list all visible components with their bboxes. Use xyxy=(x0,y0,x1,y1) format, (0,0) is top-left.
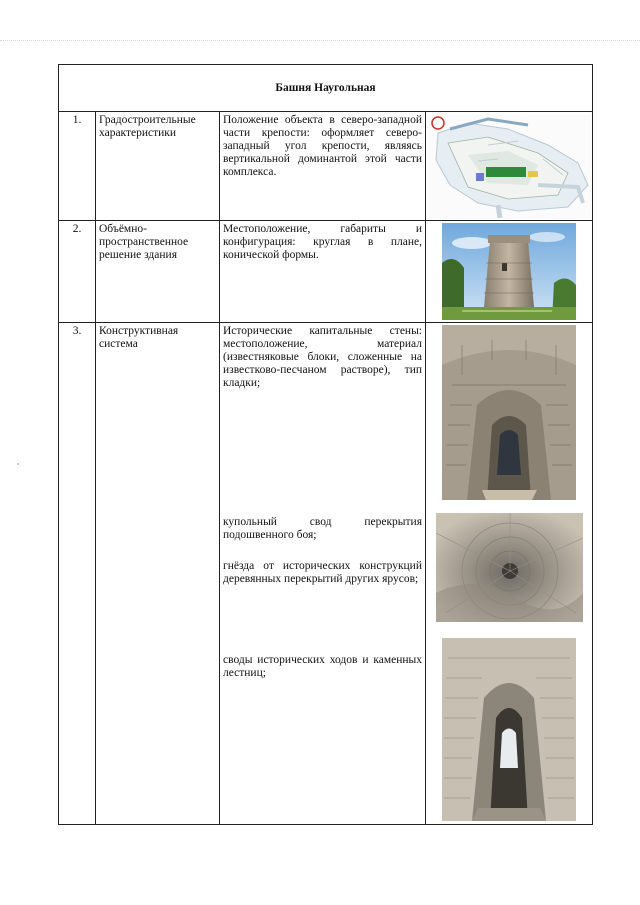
row-paragraph: гнёзда от исторических конструкций деревянных перекрытий других ярусов; xyxy=(223,560,422,585)
table-row xyxy=(59,112,593,221)
table-title-row xyxy=(59,65,593,112)
row-label: Конструктивная система xyxy=(96,323,220,825)
row-number: 3. xyxy=(59,323,96,825)
row-image-cell xyxy=(426,112,593,221)
row-description: Местоположение, габариты и конфигурация: круглая в плане, конической формы. xyxy=(220,221,426,323)
table-title: Башня Наугольная xyxy=(59,65,593,112)
row-description-cell xyxy=(220,323,426,825)
row-paragraph: Исторические капитальные стены: местоположение, материал (известняковые блоки, сложенные на известково-песчаном растворе), тип кладки; xyxy=(223,325,422,389)
scan-edge-line xyxy=(0,40,640,41)
row-paragraph: своды исторических ходов и каменных лестниц; xyxy=(223,654,422,679)
table-row xyxy=(59,323,593,825)
row-number: 2. xyxy=(59,221,96,323)
row-label: Градостроительные характеристики xyxy=(96,112,220,221)
row-image-cell xyxy=(426,323,593,825)
dome-vault-photo xyxy=(436,513,583,622)
scan-speck xyxy=(17,463,19,465)
row-label: Объёмно-пространственное решение здания xyxy=(96,221,220,323)
table-row xyxy=(59,221,593,323)
characteristics-table xyxy=(58,64,593,825)
round-tower-photo xyxy=(442,223,576,320)
fortress-site-plan-image xyxy=(428,115,591,218)
stone-corridor-photo xyxy=(442,638,576,821)
row-number: 1. xyxy=(59,112,96,221)
row-image-cell xyxy=(426,221,593,323)
row-description: Положение объекта в северо-западной части крепости: оформляет северо-западный угол крепости, являясь вертикальной доминантой этой части комплекса. xyxy=(220,112,426,221)
stone-wall-passage-photo xyxy=(442,325,576,500)
row-paragraph: купольный свод перекрытия подошвенного боя; xyxy=(223,516,422,541)
